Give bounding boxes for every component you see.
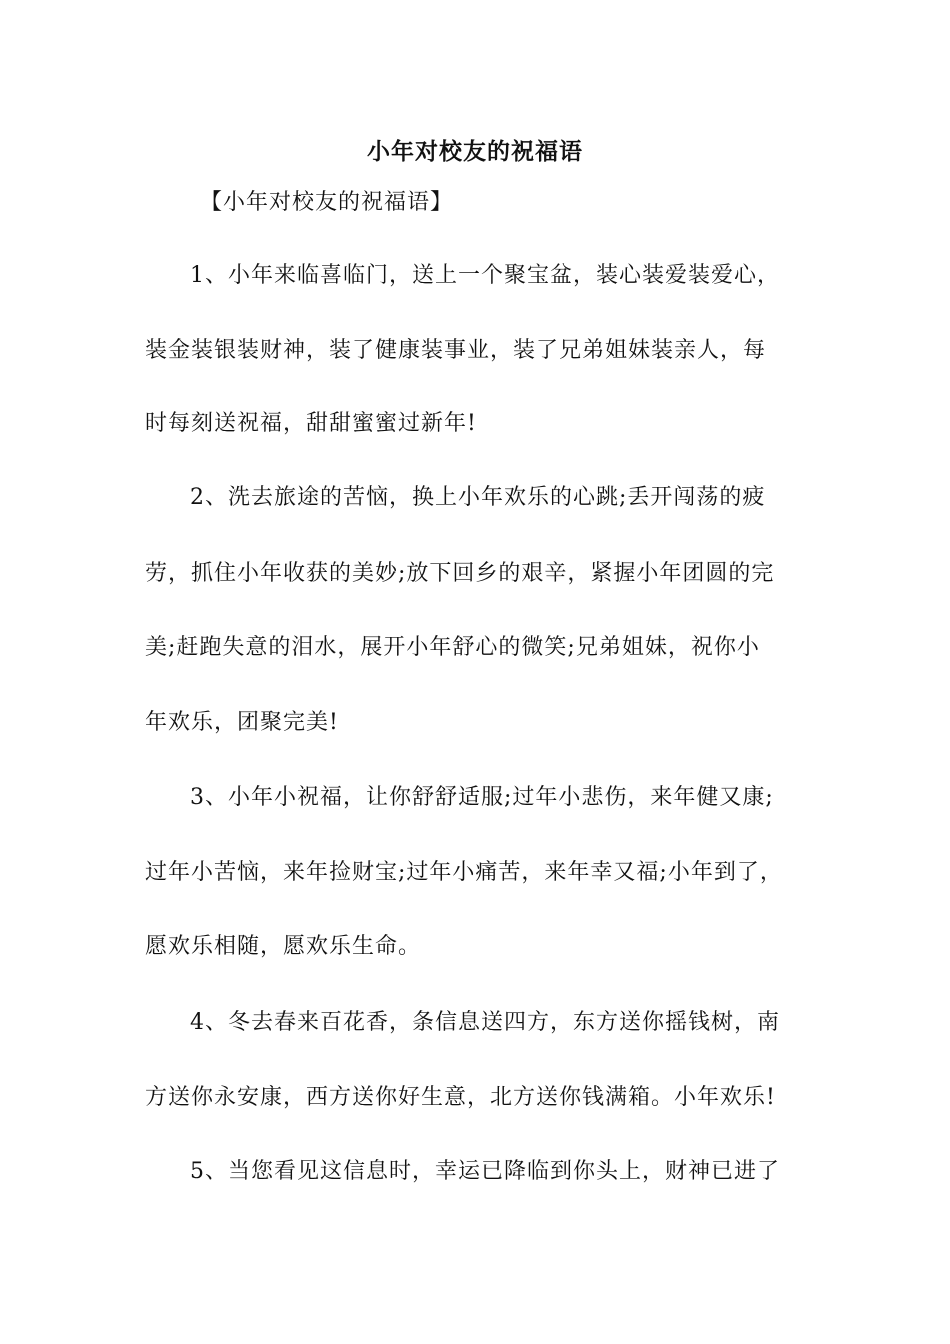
paragraph-line: 时每刻送祝福，甜甜蜜蜜过新年! <box>145 411 477 436</box>
paragraph-line: 劳，抓住小年收获的美妙;放下回乡的艰辛，紧握小年团圆的完 <box>145 561 775 586</box>
paragraph-line: 1、小年来临喜临门，送上一个聚宝盆，装心装爱装爱心， <box>190 263 780 288</box>
paragraph-line: 3、小年小祝福，让你舒舒适服;过年小悲伤，来年健又康; <box>190 785 774 810</box>
paragraph-line: 4、冬去春来百花香，条信息送四方，东方送你摇钱树，南 <box>190 1010 780 1035</box>
paragraph-line: 2、洗去旅途的苦恼，换上小年欢乐的心跳;丢开闯荡的疲 <box>190 485 766 510</box>
document-title: 小年对校友的祝福语 <box>367 139 583 165</box>
paragraph-line: 过年小苦恼，来年捡财宝;过年小痛苦，来年幸又福;小年到了， <box>145 860 783 885</box>
paragraph-line: 年欢乐，团聚完美! <box>145 710 339 735</box>
paragraph-line: 装金装银装财神，装了健康装事业，装了兄弟姐妹装亲人，每 <box>145 338 767 363</box>
paragraph-line: 5、当您看见这信息时，幸运已降临到你头上，财神已进了 <box>190 1159 780 1184</box>
paragraph-line: 方送你永安康，西方送你好生意，北方送你钱满箱。小年欢乐! <box>145 1085 776 1110</box>
paragraph-line: 愿欢乐相随，愿欢乐生命。 <box>145 934 422 959</box>
document-subtitle: 【小年对校友的祝福语】 <box>200 190 454 215</box>
paragraph-line: 美;赶跑失意的泪水，展开小年舒心的微笑;兄弟姐妹，祝你小 <box>145 635 760 660</box>
